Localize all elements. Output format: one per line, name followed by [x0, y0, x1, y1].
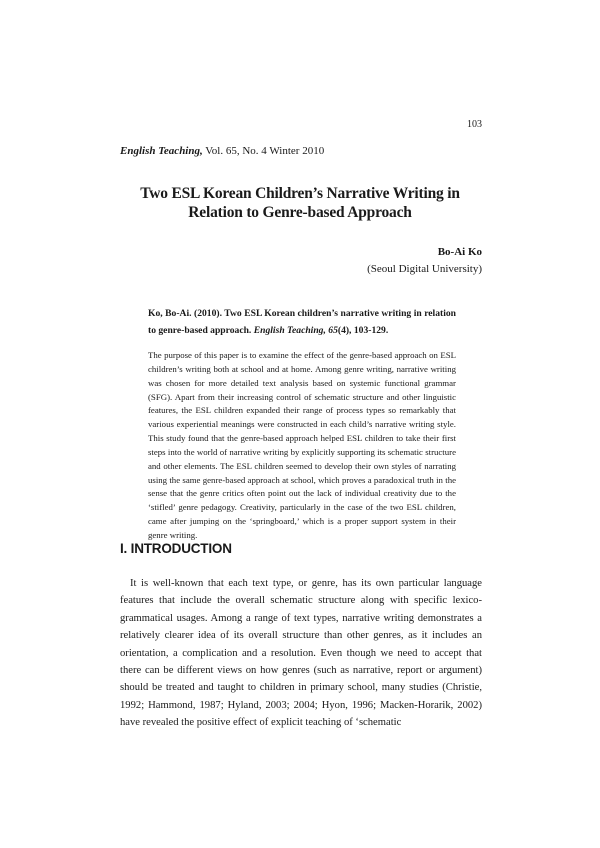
citation	[148, 305, 456, 339]
citation-pages: (4), 103-129.	[337, 325, 389, 336]
section-heading: I. INTRODUCTION	[120, 541, 232, 556]
author-name: Bo-Ai Ko	[437, 246, 482, 258]
paper-title-line-2: Relation to Genre-based Approach	[188, 204, 412, 221]
body-paragraph: It is well-known that each text type, or genre, has its own particular language features that include the overall schematic structure along with specific lexico-grammatical usages. Among a range of text types, narrative writing demonstrates a relatively clearer idea of its overall structure than other genres, as it includes an orientation, a complication and a resolution. Even though we need to accept that there can be different views on how genres (such as narrative, report or argument) should be treated and taught to children in primary school, many studies (Christie, 1992; Hammond, 1987; Hyland, 2003; 2004; Hyon, 1996; Macken-Horarik, 2002) have revealed the positive effect of explicit teaching of ‘schematic	[120, 578, 482, 729]
citation-journal: English Teaching, 65	[253, 325, 338, 336]
page-number: 103	[467, 119, 482, 130]
journal-line	[120, 145, 324, 157]
author-affiliation: (Seoul Digital University)	[367, 263, 482, 275]
paper-title-line-1: Two ESL Korean Children’s Narrative Writing in	[140, 185, 460, 202]
abstract: The purpose of this paper is to examine the effect of the genre-based approach on ESL children’s writing both at school and at home. Among genre writing, narrative writing was chosen for more detailed text analysis based on systemic functional grammar (SFG). Apart from their increasing control of schematic structure and other linguistic features, the ESL children expanded their range of process types so remarkably that various experiential meanings were constructed in each child’s narrative writing style. This study found that the genre-based approach helped ESL children to take their first steps into the world of narrative writing by explicitly supporting its schematic structure and other elements. The ESL children seemed to develop their own styles of narrating using the same genre-based approach at school, which proves a paradoxical truth in the sense that the genre critics often point out the lack of individual creativity due to the ‘stifled’ genre pedagogy. Creativity, particularly in the case of the two ESL children, came after jumping on the ‘springboard,’ which is a proper support system in their genre writing.	[148, 350, 456, 540]
journal-issue: Vol. 65, No. 4 Winter 2010	[202, 145, 325, 157]
journal-name: English Teaching,	[120, 145, 203, 157]
author-block	[367, 244, 482, 278]
paper-title	[0, 184, 600, 222]
citation-text: Ko, Bo-Ai. (2010). Two ESL Korean children’s narrative writing in relation to genre-based approach.	[148, 308, 456, 336]
